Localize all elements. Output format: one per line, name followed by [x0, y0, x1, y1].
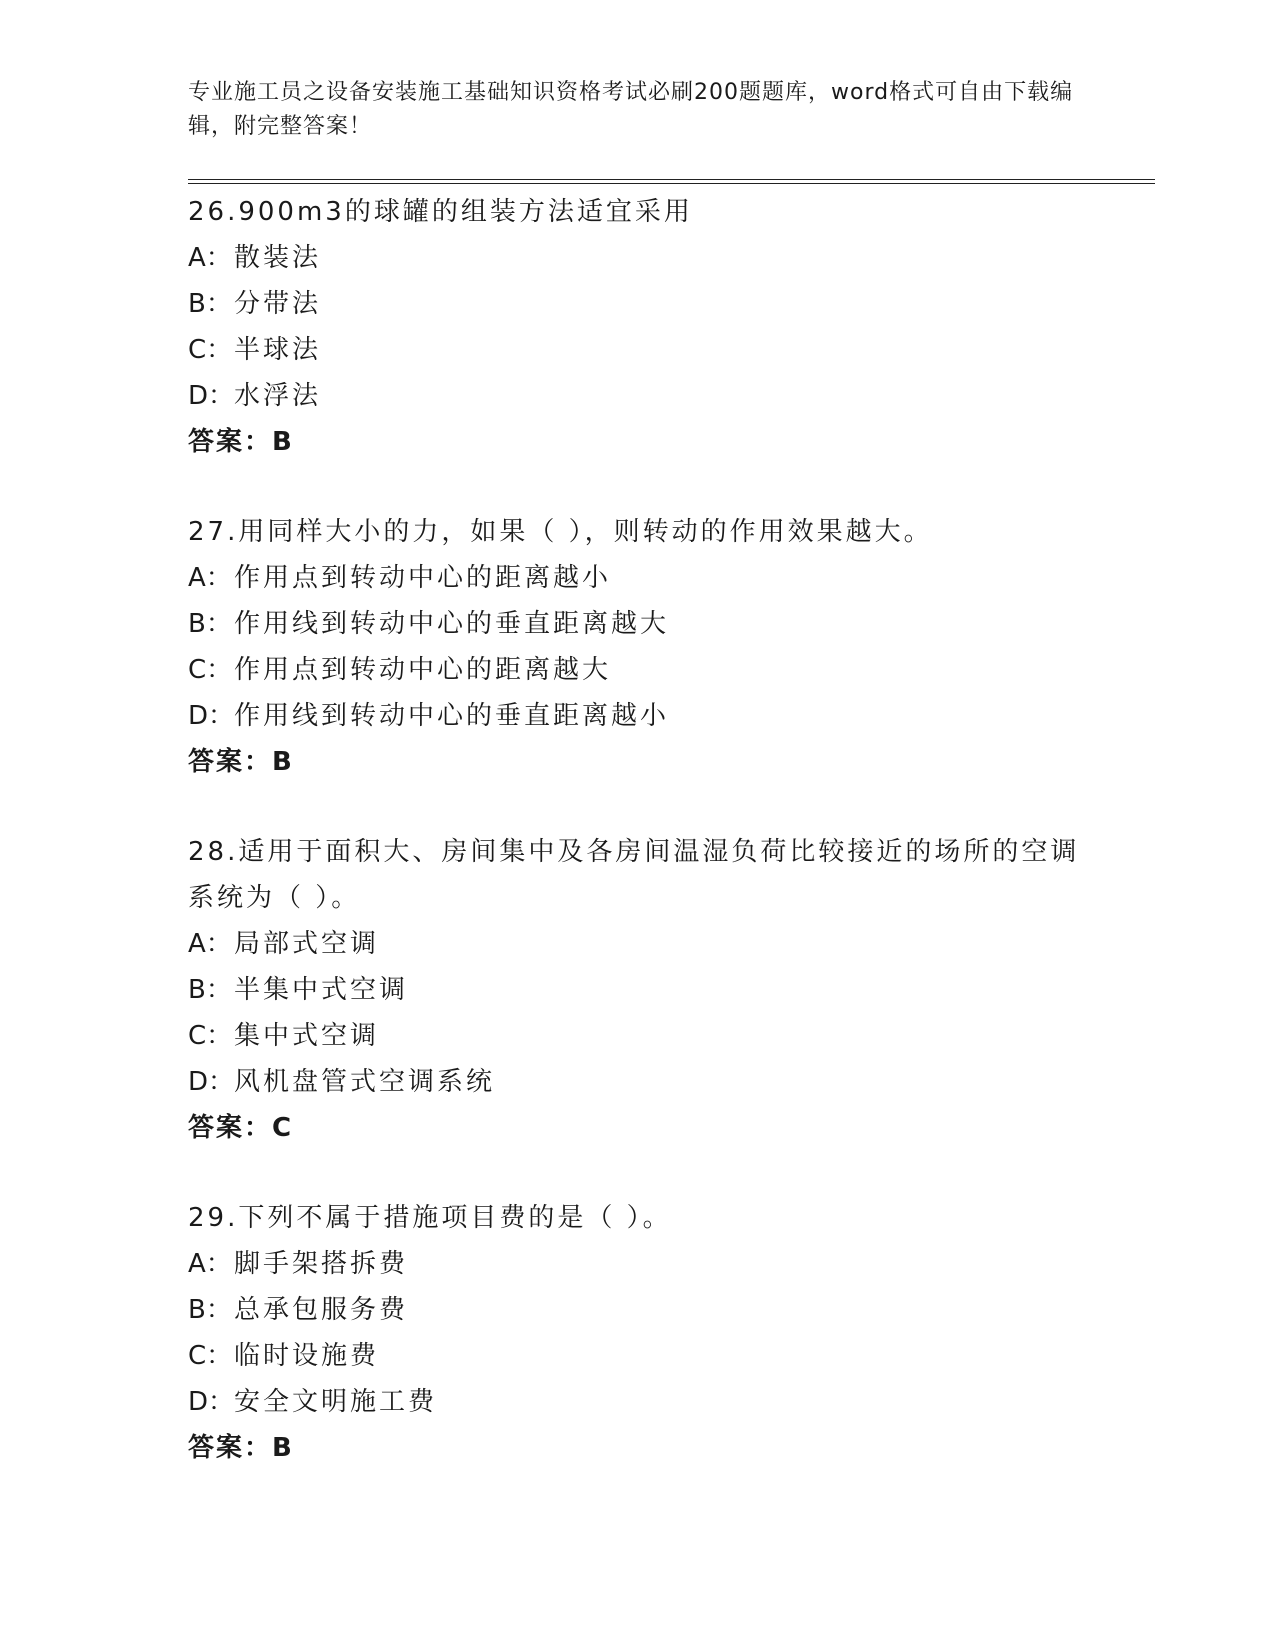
- option-c: [188, 327, 1148, 373]
- option-letter: B：: [188, 1295, 232, 1325]
- option-letter: D：: [188, 1387, 235, 1417]
- option-b: [188, 601, 1148, 647]
- option-letter: C：: [188, 1341, 233, 1371]
- option-a: [188, 235, 1148, 281]
- option-b: [188, 1287, 1148, 1333]
- question-stem: 26.900m3的球罐的组装方法适宜采用: [188, 197, 693, 227]
- option-letter: A：: [188, 929, 232, 959]
- option-text: 风机盘管式空调系统: [234, 1067, 496, 1097]
- option-letter: B：: [188, 609, 232, 639]
- document-intro: 专业施工员之设备安装施工基础知识资格考试必刷200题题库，word格式可自由下载编辑，附完整答案！: [188, 80, 1074, 139]
- question-stem: 28.适用于面积大、房间集中及各房间温湿负荷比较接近的场所的空调系统为（ ）。: [188, 837, 1080, 913]
- question-27: [188, 509, 1148, 785]
- question-26: [188, 189, 1148, 465]
- option-letter: D：: [188, 1067, 235, 1097]
- option-d: [188, 373, 1148, 419]
- option-text: 作用线到转动中心的垂直距离越大: [234, 609, 670, 639]
- header-divider: [188, 179, 1155, 184]
- option-a: [188, 921, 1148, 967]
- option-c: [188, 647, 1148, 693]
- option-text: 集中式空调: [234, 1021, 380, 1051]
- option-text: 散装法: [234, 243, 322, 273]
- option-text: 半球法: [234, 335, 322, 365]
- question-28: [188, 829, 1148, 1151]
- option-d: [188, 1379, 1148, 1425]
- answer-line: 答案：B: [188, 427, 294, 457]
- option-letter: A：: [188, 243, 232, 273]
- option-text: 作用点到转动中心的距离越小: [234, 563, 612, 593]
- answer-line: 答案：B: [188, 747, 294, 777]
- option-a: [188, 555, 1148, 601]
- option-b: [188, 967, 1148, 1013]
- question-stem: 29.下列不属于措施项目费的是（ ）。: [188, 1203, 672, 1233]
- option-text: 临时设施费: [234, 1341, 380, 1371]
- option-text: 安全文明施工费: [234, 1387, 438, 1417]
- option-letter: D：: [188, 701, 235, 731]
- option-letter: C：: [188, 655, 233, 685]
- option-letter: C：: [188, 335, 233, 365]
- option-d: [188, 1059, 1148, 1105]
- question-29: [188, 1195, 1148, 1471]
- option-c: [188, 1013, 1148, 1059]
- question-list: [188, 189, 1148, 1515]
- option-d: [188, 693, 1148, 739]
- option-a: [188, 1241, 1148, 1287]
- answer-line: 答案：C: [188, 1113, 294, 1143]
- option-letter: D：: [188, 381, 235, 411]
- option-b: [188, 281, 1148, 327]
- answer-line: 答案：B: [188, 1433, 294, 1463]
- option-text: 作用线到转动中心的垂直距离越小: [234, 701, 670, 731]
- option-text: 分带法: [234, 289, 322, 319]
- question-stem: 27.用同样大小的力，如果（ ），则转动的作用效果越大。: [188, 517, 933, 547]
- option-text: 脚手架搭拆费: [234, 1249, 409, 1279]
- option-letter: B：: [188, 289, 232, 319]
- option-text: 局部式空调: [234, 929, 380, 959]
- option-text: 作用点到转动中心的距离越大: [234, 655, 612, 685]
- option-text: 半集中式空调: [234, 975, 409, 1005]
- option-text: 水浮法: [234, 381, 322, 411]
- option-c: [188, 1333, 1148, 1379]
- option-letter: B：: [188, 975, 232, 1005]
- option-letter: C：: [188, 1021, 233, 1051]
- option-letter: A：: [188, 563, 232, 593]
- option-letter: A：: [188, 1249, 232, 1279]
- option-text: 总承包服务费: [234, 1295, 409, 1325]
